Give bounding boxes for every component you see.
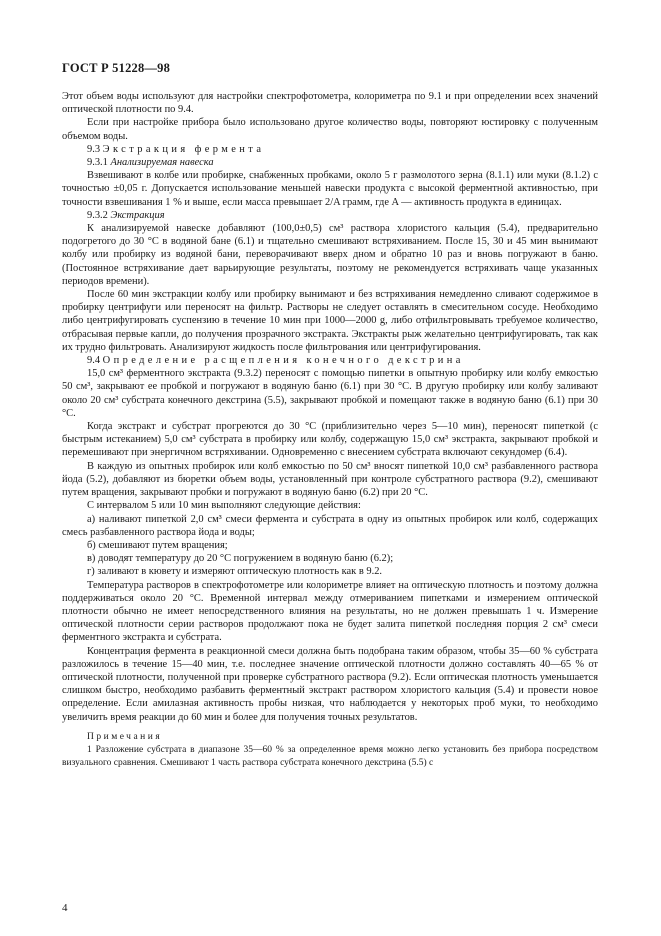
- section-title: Экстракция фермента: [102, 143, 265, 155]
- paragraph: Если при настройке прибора было использовано другое количество воды, повторяют юстировку с полученным объемом воды.: [62, 117, 598, 142]
- document-body: [62, 90, 598, 769]
- notes-title: Примечания: [87, 731, 163, 742]
- paragraph: Когда экстракт и субстрат прогреются до 30 °С (приблизительно через 5—10 мин), переносят пипеткой (с быстрым истеканием) 5,0 см³ субстрата в пробирку или колбу, содержащую 15,0 см³ экстракта, закрывают пробкой и перемешивают при энергичном встряхивании. Одновременно с внесением субстрата включают секундомер (6.4).: [62, 421, 598, 459]
- paragraph: В каждую из опытных пробирок или колб емкостью по 50 см³ вносят пипеткой 10,0 см³ разбавленного раствора йода (5.2), добавляют из бюретки объем воды, установленный при контроле субстратного раствора (9.2), смешивают путем вращения, закрывают пробки и погружают в водяную баню (6.2) при 20 °С.: [62, 460, 598, 499]
- section-number: 9.3.1: [87, 157, 108, 169]
- section-number: 9.3.2: [87, 209, 108, 221]
- document-header: ГОСТ Р 51228—98: [62, 61, 171, 75]
- note-item: 1 Разложение субстрата в диапазоне 35—60 % за определенное время можно легко установить без прибора посредством визуального сравнения. Смешивают 1 часть раствора субстрата конечного декстрина (5.5) с: [62, 745, 598, 768]
- paragraph: После 60 мин экстракции колбу или пробирку вынимают и без встряхивания немедленно сливают содержимое в пробирку центрифуги или переносят на фильтр. Растворы не следует оставлять в смесительном сосуде. Необходимо либо центрифугировать суспензию в течение 10 мин при 1000—2000 g, либо отфильтровывать требуемое количество, отбрасывая первые капли, до получения прозрачного экстракта. Экстракты рыж желательно центрифугировать, так как их трудно фильтровать. Анализируют жидкость после фильтрования или центрифугирования.: [62, 289, 598, 353]
- paragraph: Этот объем воды используют для настройки спектрофотометра, колориметра по 9.1 и при определении всех значений оптической плотности по 9.4.: [62, 91, 598, 116]
- section-title: Экстракция: [110, 209, 165, 221]
- paragraph: Концентрация фермента в реакционной смеси должна быть подобрана таким образом, чтобы 35—60 % субстрата разложилось в течение 15—40 мин, т.е. последнее значение оптической плотности должно составлять 40—65 % от оптической плотности, полученной при проверке субстратного раствора (9.2). Если оптическая плотность уменьшается слишком быстро, необходимо разбавить ферментный экстракт раствором хлористого кальция (5.4) и провести новое определение. Если амилазная активность пробы низкая, что наблюдается у некоторых проб муки, то необходимо увеличить время реакции до 60 мин и более для получения точных результатов.: [62, 645, 598, 723]
- section-title: Определение расщепления конечного декстрина: [102, 355, 464, 367]
- paragraph: 15,0 см³ ферментного экстракта (9.3.2) переносят с помощью пипетки в опытную пробирку или колбу емкостью 50 см³, закрывают ее пробкой и погружают в водяную баню (6.1) при 30 °С. В другую пробирку или колбу заливают около 20 см³ субстрата конечного декстрина (5.5), закрывают пробкой и помещают также в водяную баню (6.1) при 30 °С.: [62, 368, 598, 419]
- paragraph: Температура растворов в спектрофотометре или колориметре влияет на оптическую плотность и поэтому должна поддерживаться около 20 °С. Временной интервал между отмериванием пипетками и измерением оптической плотности обычно не имеет непосредственного влияния на результаты, но не должен превышать 1 ч. Измерение оптической плотности серии растворов продолжают пока не будет залита пипеткой последняя порция 2 см³ смеси ферментного экстракта и субстрата.: [62, 579, 598, 644]
- section-number: 9.4: [87, 355, 101, 367]
- list-item: а) наливают пипеткой 2,0 см³ смеси фермента и субстрата в одну из опытных пробирок или колб, содержащих смесь разбавленного раствора йода и воды;: [62, 513, 598, 538]
- subsection-heading-9-3-1: [62, 156, 598, 169]
- paragraph: Взвешивают в колбе или пробирке, снабженных пробками, около 5 г размолотого зерна (8.1.1) или муки (8.1.2) с точностью ±0,05 г. Допускается использование меньшей навески продукта с высокой ферментной активностью, при точности взвешивания 1 % и выше, если масса превышает 2/A грамм, где A — активность продукта в единицах.: [62, 170, 598, 208]
- section-heading-9-4: [62, 354, 598, 367]
- subsection-heading-9-3-2: [62, 209, 598, 222]
- list-item: б) смешивают путем вращения;: [87, 539, 228, 551]
- page-number: 4: [62, 902, 68, 914]
- section-title: Анализируемая навеска: [110, 157, 214, 169]
- list-item: в) доводят температуру до 20 °С погружением в водяную баню (6.2);: [87, 553, 394, 565]
- section-heading-9-3: [62, 143, 598, 156]
- paragraph: С интервалом 5 или 10 мин выполняют следующие действия:: [87, 500, 361, 512]
- section-number: 9.3: [87, 143, 101, 155]
- list-item: г) заливают в кювету и измеряют оптическую плотность как в 9.2.: [87, 566, 383, 578]
- notes-block: [62, 731, 598, 769]
- paragraph: К анализируемой навеске добавляют (100,0±0,5) см³ раствора хлористого кальция (5.4), предварительно подогретого до 30 °С в водяной бане (6.1) и тщательно смешивают встряхиванием. После 15, 30 и 45 мин вынимают колбу или пробирку из водяной бани, переворачивают вверх дном и обратно 10 раз и вновь погружают в баню. (Постоянное встряхивание дает варьирующие результаты, поэтому не рекомендуется встряхивать чаще указанных периодов времени).: [62, 223, 598, 287]
